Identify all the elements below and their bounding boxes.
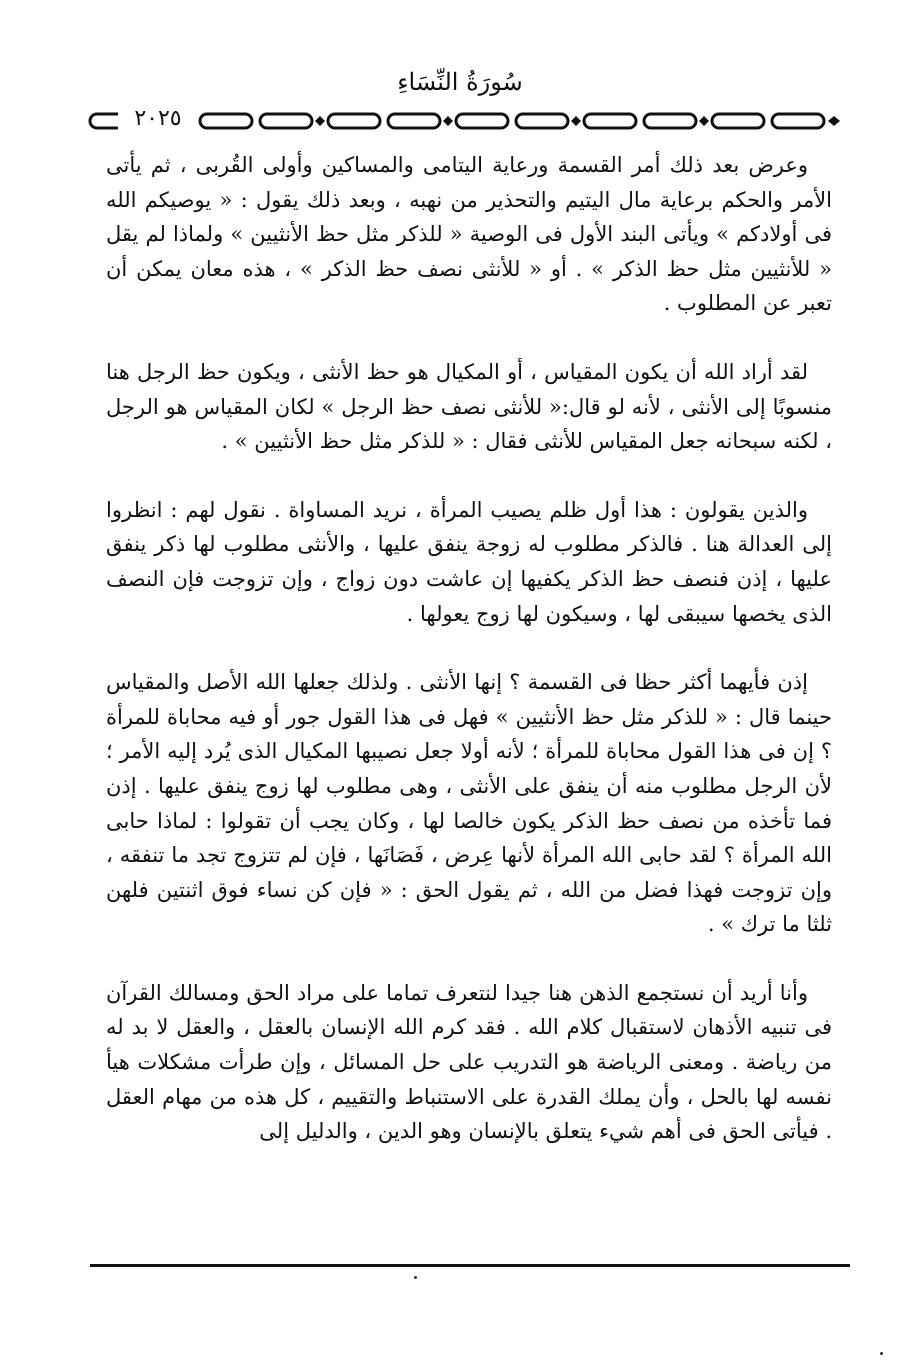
paragraph: والذين يقولون : هذا أول ظلم يصيب المرأة ، نريد المساواة . نقول لهم : انظروا إلى العدالة هنا . فالذكر مطلوب له زوجة ينفق عليها ، والأنثى مطلوب لها ذكر ينفق عليها ، إذن فنصف حظ الذكر يكفيها إن عاشت دون زواج ، وإن تزوجت فإن النصف الذى يخصها سيبقى لها ، وسيكون لها زوج يعولها . bbox=[106, 497, 832, 626]
paragraph: وأنا أريد أن نستجمع الذهن هنا جيدا لنتعرف تماما على مراد الحق ومسالك القرآن فى تنبيه الأذهان لاستقبال كلام الله . فقد كرم الله الإنسان بالعقل ، والعقل لا بد له من رياضة . ومعنى الرياضة هو التدريب على حل المسائل ، وإن طرأت مشكلات هيأ نفسه لها بالحل ، وأن يملك القدرة على الاستنباط والتقييم ، كل هذه من مهام العقل . فيأتى الحق فى أهم شيء يتعلق بالإنسان وهو الدين ، والدليل إلى bbox=[106, 980, 832, 1144]
header-ornament-border bbox=[88, 108, 844, 134]
paragraph: لقد أراد الله أن يكون المقياس ، أو المكيال هو حظ الأنثى ، ويكون حظ الرجل هنا منسوبًا إلى الأنثى ، لأنه لو قال:« للأنثى نصف حظ الرجل » لكان المقياس هو الرجل ، لكنه سبحانه جعل المقياس للأنثى فقال : « للذكر مثل حظ الأنثيين » . bbox=[106, 359, 832, 454]
paragraph: إذن فأيهما أكثر حظا فى القسمة ؟ إنها الأنثى . ولذلك جعلها الله الأصل والمقياس حينما قال : « للذكر مثل حظ الأنثيين » فهل فى هذا القول جور أو فيه محاباة للمرأة ؟ إن فى هذا القول محاباة للمرأة ؛ لأنه أولا جعل نصيبها المكيال الذى يُرد إليه الأمر ؛ لأن الرجل مطلوب منه أن ينفق على الأنثى ، وهى مطلوب لها زوج ينفق عليها . إذن فما تأخذه من نصف حظ الذكر يكون خالصا لها ، وكان يجب أن تقولوا : لماذا حابى الله المرأة ؟ لقد حابى الله المرأة لأنها عِرض ، فَصَانَها ، فإن لم تتزوج تجد ما تنفقه ، وإن تزوجت فهذا فضل من الله ، ثم يقول الحق : « فإن كن نساء فوق اثنتين فلهن ثلثا ما ترك » . bbox=[106, 670, 832, 937]
scan-speck bbox=[880, 1352, 883, 1355]
page-number: ٢٠٢٥ bbox=[118, 104, 198, 134]
page-body bbox=[106, 148, 832, 1183]
surah-title: سُورَةُ النِّسَاءِ bbox=[397, 68, 523, 96]
scan-speck bbox=[414, 1276, 417, 1279]
paragraph: وعرض بعد ذلك أمر القسمة ورعاية اليتامى والمساكين وأولى القُربى ، ثم يأتى الأمر والحكم برعاية مال اليتيم والتحذير من نهبه ، وبعد ذلك يقول : « يوصيكم الله فى أولادكم » ويأتى البند الأول فى الوصية « للذكر مثل حظ الأنثيين » ولماذا لم يقل « للأنثيين مثل حظ الذكر » . أو « للأنثى نصف حظ الذكر » ، هذه معان يمكن أن تعبر عن المطلوب . bbox=[106, 153, 832, 316]
ornament-chain-icon bbox=[88, 108, 844, 134]
footer-rule bbox=[90, 1264, 850, 1267]
